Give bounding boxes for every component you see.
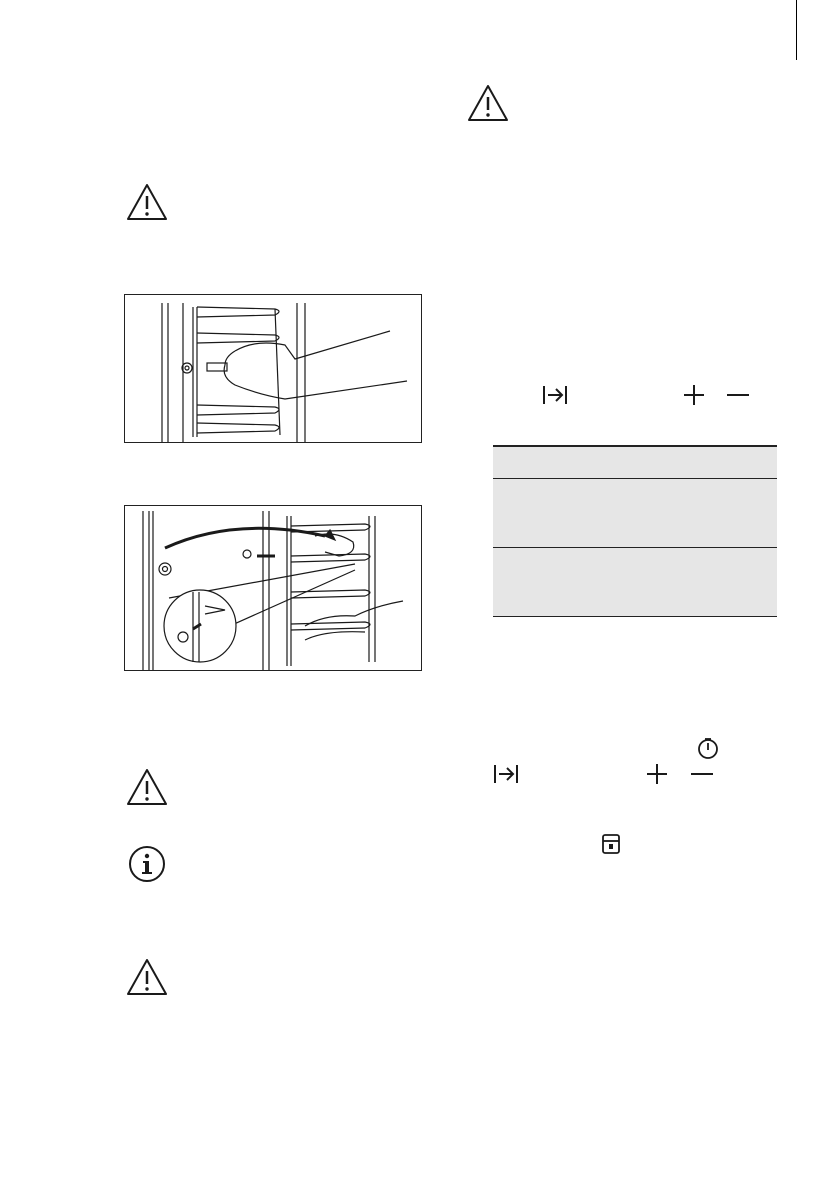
- minus-icon: [724, 383, 752, 407]
- warning-icon: [126, 183, 168, 221]
- warning-icon: [126, 958, 168, 996]
- plus-icon: [643, 762, 671, 786]
- plus-icon: [680, 383, 708, 407]
- shelf-support-removal-figure: [124, 294, 422, 443]
- page-corner-rule: [796, 0, 797, 60]
- arrow-to-bar-icon: [492, 762, 520, 786]
- table-row: [493, 478, 777, 547]
- table-header: [493, 445, 777, 478]
- info-icon: [128, 845, 166, 883]
- arrow-to-bar-icon: [541, 383, 569, 407]
- minus-icon: [688, 762, 716, 786]
- shelf-support-installation-illustration: [125, 506, 421, 670]
- table-row: [493, 547, 777, 617]
- lock-icon: [597, 832, 625, 856]
- shelf-support-removal-illustration: [125, 295, 421, 442]
- clock-icon: [694, 737, 722, 761]
- settings-table: [493, 445, 777, 617]
- warning-icon: [126, 768, 168, 806]
- shelf-support-installation-figure: [124, 505, 422, 671]
- warning-icon: [467, 84, 509, 122]
